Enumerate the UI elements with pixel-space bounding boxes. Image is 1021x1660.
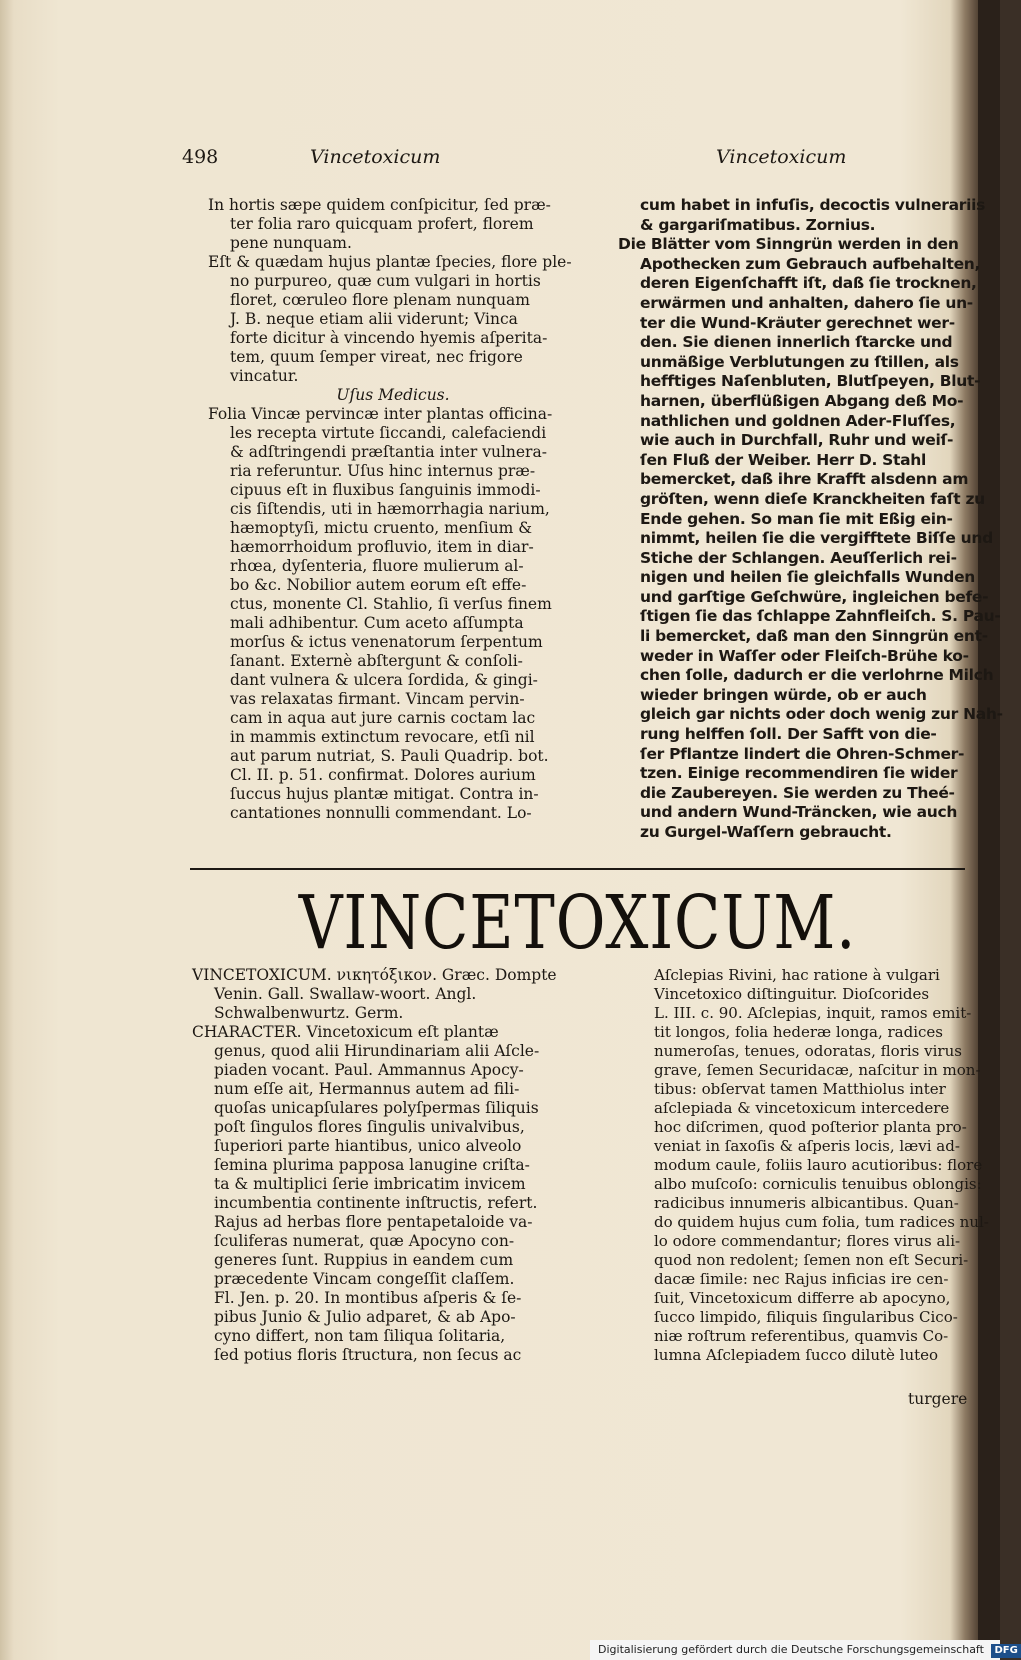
text-line: li bemercket, daß man den Sinngrün ent-: [640, 627, 988, 646]
footer-text: Digitalisierung gefördert durch die Deutsche Forschungsgemeinschaft: [598, 1643, 984, 1656]
bottom-left-column: [192, 966, 577, 1365]
text-line: ſen Fluß der Weiber. Herr D. Stahl: [640, 450, 927, 469]
text-line: den. Sie dienen innerlich ſtarcke und: [640, 333, 953, 352]
text-line: Apothecken zum Gebrauch aufbehalten,: [640, 254, 981, 273]
text-line: hoc diſcrimen, quod poſterior planta pro-: [654, 1118, 967, 1136]
text-line: floret, cœruleo flore plenam nunquam: [230, 291, 530, 309]
text-line: Rajus ad herbas flore pentapetaloide va-: [214, 1213, 533, 1231]
text-line: ria referuntur. Uſus hinc internus præ-: [230, 462, 536, 480]
section-title: VINCETOXICUM.: [298, 880, 857, 966]
text-line: unmäßige Verblutungen zu ſtillen, als: [640, 352, 959, 371]
text-line: cipuus eſt in fluxibus ſanguinis immodi-: [230, 481, 541, 499]
text-line: radicibus innumeris albicantibus. Quan-: [654, 1194, 959, 1212]
text-line: generes ſunt. Ruppius in eandem cum: [214, 1251, 514, 1269]
text-line: und andern Wund-Träncken, wie auch: [640, 803, 958, 822]
text-line: Ende gehen. So man ſie mit Eßig ein-: [640, 509, 953, 528]
text-line: incumbentia continente inſtructis, refert.: [214, 1194, 538, 1212]
book-edge: [978, 0, 1000, 1660]
text-line: genus, quod alii Hirundinariam alii Aſcle-: [214, 1042, 540, 1060]
text-line: ctus, monente Cl. Stahlio, ſi verſus finem: [230, 595, 552, 613]
text-line: dacæ ſimile: nec Rajus inficias ire cen-: [654, 1270, 949, 1288]
text-line: poſt ſingulos flores ſingulis univalvibus,: [214, 1118, 525, 1136]
text-line: J. B. neque etiam alii viderunt; Vinca: [230, 310, 518, 328]
top-right-column: [618, 196, 1003, 843]
text-line: Fl. Jen. p. 20. In montibus aſperis & ſe-: [214, 1289, 522, 1307]
text-line: les recepta virtute ſiccandi, calefaciendi: [230, 424, 547, 442]
text-line: ter die Wund-Kräuter gerechnet wer-: [640, 313, 955, 332]
text-line: aut parum nutriat, S. Pauli Quadrip. bot.: [230, 747, 549, 765]
text-line: Die Blätter vom Sinngrün werden in den: [618, 235, 959, 254]
bottom-right-column: [632, 966, 989, 1365]
text-line: rhœa, dyſenteria, fluore mulierum al-: [230, 557, 524, 575]
text-line: L. III. c. 90. Aſclepias, inquit, ramos emit-: [654, 1004, 972, 1022]
text-line: vas relaxatas firmant. Vincam pervin-: [230, 690, 525, 708]
text-line: gleich gar nichts oder doch wenig zur Nah-: [640, 705, 1003, 724]
text-line: num eſſe ait, Hermannus autem ad fili-: [214, 1080, 520, 1098]
text-line: In hortis sæpe quidem conſpicitur, ſed præ-: [208, 196, 551, 214]
text-line: wie auch in Durchfall, Ruhr und weiſ-: [640, 431, 954, 450]
text-line: tit longos, folia hederæ longa, radices: [654, 1023, 943, 1041]
text-line: nigen und heilen ſie gleichfalls Wunden: [640, 568, 976, 587]
text-line: mali adhibentur. Cum aceto aſſumpta: [230, 614, 524, 632]
text-line: weder in Waſſer oder Fleiſch-Brühe ko-: [640, 646, 969, 665]
text-line: gröſten, wenn dieſe Kranckheiten faſt zu: [640, 489, 985, 508]
text-line: dant vulnera & ulcera ſordida, & gingi-: [230, 671, 538, 689]
text-line: quoſas unicapſulares polyſpermas ſiliquis: [214, 1099, 539, 1117]
page-number: 498: [182, 146, 219, 168]
text-line: cantationes nonnulli commendant. Lo-: [230, 804, 532, 822]
text-line: und garſtige Geſchwüre, ingleichen befe-: [640, 587, 989, 606]
text-line: VINCETOXICUM. νικητόξικον. Græc. Dompte: [192, 966, 557, 984]
text-line: ſtigen ſie das ſchlappe Zahnfleiſch. S. Pau-: [640, 607, 1001, 626]
text-line: Cl. II. p. 51. confirmat. Dolores aurium: [230, 766, 536, 784]
text-line: tem, quum ſemper vireat, nec frigore: [230, 348, 523, 366]
text-line: pibus Junio & Julio adparet, & ab Apo-: [214, 1308, 516, 1326]
text-line: ſed potius floris ſtructura, non ſecus ac: [214, 1346, 522, 1364]
text-line: cum habet in infuſis, decoctis vulnerariis: [640, 196, 986, 214]
text-line: die Zaubereyen. Sie werden zu Theé-: [640, 783, 955, 802]
text-line: cyno differt, non tam ſiliqua ſolitaria,: [214, 1327, 506, 1345]
text-line: CHARACTER. Vincetoxicum eſt plantæ: [192, 1023, 499, 1041]
top-left-column: [208, 196, 578, 823]
text-line: ſculiferas numerat, quæ Apocyno con-: [214, 1232, 515, 1250]
section-divider: [190, 868, 965, 870]
text-line: hefftiges Naſenbluten, Blutſpeyen, Blut-: [640, 372, 981, 391]
text-line: tzen. Einige recommendiren ſie wider: [640, 764, 958, 783]
text-line: piaden vocant. Paul. Ammannus Apocy-: [214, 1061, 524, 1079]
text-line: Schwalbenwurtz. Germ.: [214, 1004, 404, 1022]
text-line: modum caule, foliis lauro acutioribus: flore: [654, 1156, 983, 1174]
text-line: forte dicitur à vincendo hyemis aſperita-: [230, 329, 548, 347]
text-line: pene nunquam.: [230, 234, 352, 252]
text-line: tibus: obſervat tamen Matthiolus inter: [654, 1080, 946, 1098]
text-line: bo &c. Nobilior autem eorum eſt effe-: [230, 576, 527, 594]
text-line: lo odore commendantur; flores virus ali-: [654, 1232, 961, 1250]
text-line: ſucco limpido, filiquis ſingularibus Cico-: [654, 1308, 958, 1326]
text-line: morſus & ictus venenatorum ſerpentum: [230, 633, 543, 651]
text-line: ſemina plurima papposa lanugine criſta-: [214, 1156, 530, 1174]
running-title-left: Vincetoxicum: [310, 146, 441, 168]
text-line: lumna Aſclepiadem ſucco dilutè luteo: [654, 1346, 939, 1364]
text-line: nimmt, heilen ſie die vergifftete Biſſe und: [640, 529, 993, 548]
text-line: veniat in ſaxoſis & aſperis locis, lævi ad-: [654, 1137, 960, 1155]
text-line: Uſus Medicus.: [336, 386, 450, 404]
text-line: ſanant. Externè abſtergunt & conſoli-: [230, 652, 523, 670]
text-line: deren Eigenſchafft iſt, daß ſie trocknen,: [640, 274, 977, 293]
text-line: ſuperiori parte hiantibus, unico alveolo: [214, 1137, 522, 1155]
text-line: chen ſolle, dadurch er die verlohrne Milch: [640, 666, 994, 685]
text-line: cam in aqua aut jure carnis coctam lac: [230, 709, 536, 727]
text-line: ſer Pflantze lindert die Ohren-Schmer-: [640, 744, 965, 763]
text-line: Stiche der Schlangen. Aeuſſerlich rei-: [640, 548, 957, 567]
text-line: in mammis extinctum revocare, etſi nil: [230, 728, 535, 746]
text-line: Eſt & quædam hujus plantæ ſpecies, flore ple-: [208, 253, 572, 271]
text-line: ta & multiplici ſerie imbricatim invicem: [214, 1175, 526, 1193]
text-line: Folia Vincæ pervincæ inter plantas officina-: [208, 405, 553, 423]
text-line: ſuccus hujus plantæ mitigat. Contra in-: [230, 785, 539, 803]
text-line: præcedente Vincam congeſſit claſſem.: [214, 1270, 515, 1288]
text-line: do quidem hujus cum folia, tum radices nul-: [654, 1213, 989, 1231]
text-line: & gargariſmatibus. Zornius.: [640, 215, 876, 234]
text-line: quod non redolent; ſemen non eſt Securi-: [654, 1251, 969, 1269]
text-line: wieder bringen würde, ob er auch: [640, 685, 927, 704]
text-line: cis ſiſtendis, uti in hæmorrhagia narium,: [230, 500, 550, 518]
text-line: aſclepiada & vincetoxicum intercedere: [654, 1099, 950, 1117]
running-title-right: Vincetoxicum: [716, 146, 847, 168]
text-line: no purpureo, quæ cum vulgari in hortis: [230, 272, 541, 290]
catchword: turgere: [908, 1390, 968, 1408]
text-line: rung helffen ſoll. Der Safft von die-: [640, 725, 937, 744]
text-line: hæmoptyſi, mictu cruento, menſium &: [230, 519, 533, 537]
text-line: Vincetoxico diſtinguitur. Dioſcorides: [654, 985, 930, 1003]
text-line: vincatur.: [230, 367, 299, 385]
text-line: grave, ſemen Securidacæ, naſcitur in mon-: [654, 1061, 981, 1079]
text-line: ter folia raro quicquam profert, florem: [230, 215, 534, 233]
text-line: nathlichen und goldnen Ader-Fluſſes,: [640, 411, 956, 430]
text-line: & adſtringendi præſtantia inter vulnera-: [230, 443, 547, 461]
dfg-logo: DFG: [991, 1644, 1020, 1658]
text-line: hæmorrhoidum profluvio, item in diar-: [230, 538, 534, 556]
text-line: harnen, überflüßigen Abgang deß Mo-: [640, 391, 964, 410]
text-line: Aſclepias Rivini, hac ratione à vulgari: [654, 966, 940, 984]
text-line: zu Gurgel-Waſſern gebraucht.: [640, 823, 892, 841]
text-line: ſuit, Vincetoxicum differre ab apocyno,: [654, 1289, 951, 1307]
text-line: niæ roſtrum referentibus, quamvis Co-: [654, 1327, 949, 1345]
text-line: erwärmen und anhalten, dahero ſie un-: [640, 293, 973, 312]
text-line: albo muſcoſo: corniculis tenuibus oblongis:: [654, 1175, 982, 1193]
text-line: bemercket, daß ihre Krafft alsdenn am: [640, 470, 969, 489]
text-line: numeroſas, tenues, odoratas, floris virus: [654, 1042, 962, 1060]
footer-credit: [590, 1640, 1018, 1660]
text-line: Venin. Gall. Swallaw-woort. Angl.: [214, 985, 477, 1003]
